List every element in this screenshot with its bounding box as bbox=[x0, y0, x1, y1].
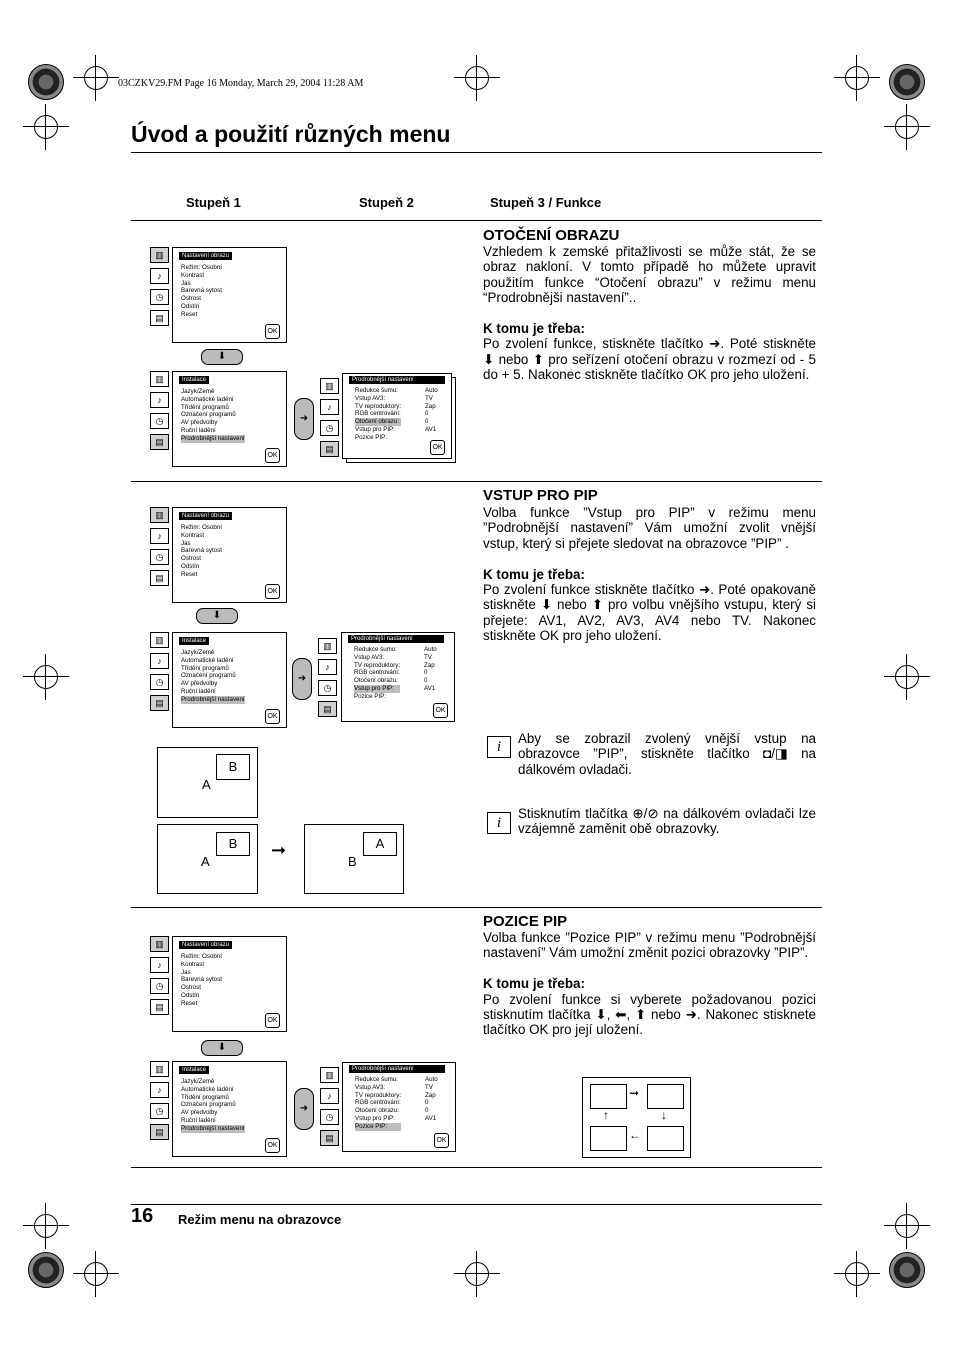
setup-icon: ▤ bbox=[150, 570, 169, 586]
page-title: Úvod a použití různých menu bbox=[131, 121, 451, 147]
menu-lines: Redukce šumu: Vstup AV3: TV reproduktory: RGB centrování: Otočení obrazu: Vstup pro PIP: Pozice PIP: bbox=[354, 646, 401, 700]
sound-icon: ♪ bbox=[320, 399, 339, 415]
picture-menu bbox=[172, 936, 287, 1032]
down-arrow-icon: ⬇ bbox=[196, 608, 238, 624]
menu-values: Auto TV Zap 0 0 AV1 bbox=[425, 1076, 438, 1122]
registration-mark bbox=[895, 115, 919, 139]
pip-label: A bbox=[363, 832, 397, 856]
setup-icon: ▤ bbox=[320, 1130, 339, 1146]
column-header-1: Stupeň 1 bbox=[186, 195, 241, 210]
menu-icons bbox=[150, 936, 169, 1020]
install-menu bbox=[172, 1061, 287, 1157]
menu-header: Prodrobnější nastavení bbox=[349, 376, 445, 384]
menu-header: Instalace bbox=[179, 637, 209, 645]
menu-lines: Režim: Osobní Kontrast Jas Barevná sytost Ostrost Odstín Reset bbox=[181, 953, 222, 1007]
menu-lines: Jazyk/Země Automatické ladění Třídění programů Označení programů AV předvolby Ruční ladění Prodrobnější nastavení bbox=[181, 388, 245, 442]
sound-icon: ♪ bbox=[150, 528, 169, 544]
divider bbox=[131, 220, 822, 221]
right-arrow-icon: ➜ bbox=[292, 658, 312, 700]
pip-position-diagram bbox=[582, 1077, 691, 1158]
menu-icons bbox=[150, 371, 169, 455]
advanced-menu bbox=[342, 1062, 456, 1152]
section-title-pip-input: VSTUP PRO PIP bbox=[483, 487, 598, 504]
menu-values: Auto TV Zap 0 0 AV1 bbox=[424, 646, 437, 692]
menu-header: Instalace bbox=[179, 1066, 209, 1074]
position-top-right bbox=[647, 1084, 684, 1109]
ok-icon: OK bbox=[430, 440, 445, 455]
position-top-left bbox=[590, 1084, 627, 1109]
title-rule bbox=[131, 152, 822, 153]
up-arrow-icon: ↑ bbox=[603, 1108, 609, 1122]
ok-icon: OK bbox=[265, 1013, 280, 1028]
file-info: 03CZKV29.FM Page 16 Monday, March 29, 2004 11:28 AM bbox=[118, 78, 364, 89]
menu-icons bbox=[150, 632, 169, 716]
divider bbox=[131, 481, 822, 482]
picture-icon: ▥ bbox=[150, 507, 169, 523]
section-text-rotation: Vzhledem k zemské přitažlivosti se může stát, že se obraz nakloní. V tomto případě ho můžete upravit použitím funkce “Otočení obrazu” v režimu menu “Prodrobnějši nastavení”.. K tomu je třeba: Po zvolení funkce, stiskněte tlačítko ➜. Poté stiskněte ⬇ nebo ⬆ pro seřízení otočení obrazu v rozmezí od - 5 do + 5. Nakonec stiskněte tlačítko OK pro jeho uložení. bbox=[483, 244, 816, 383]
picture-icon: ▥ bbox=[150, 371, 169, 387]
setup-icon: ▤ bbox=[150, 695, 169, 711]
advanced-menu bbox=[342, 373, 452, 459]
registration-mark bbox=[34, 665, 58, 689]
section-title-rotation: OTOČENÍ OBRAZU bbox=[483, 227, 620, 244]
color-target bbox=[889, 1252, 925, 1288]
picture-icon: ▥ bbox=[150, 1061, 169, 1077]
setup-icon: ▤ bbox=[318, 701, 337, 717]
menu-lines: Jazyk/Země Automatické ladění Třídění programů Označení programů AV předvolby Ruční ladění Prodrobnější nastavení bbox=[181, 1078, 245, 1132]
timer-icon: ◷ bbox=[150, 413, 169, 429]
picture-icon: ▥ bbox=[150, 632, 169, 648]
divider bbox=[131, 1167, 822, 1168]
timer-icon: ◷ bbox=[150, 978, 169, 994]
menu-icons bbox=[320, 378, 339, 462]
right-arrow-icon: ➞ bbox=[271, 840, 287, 860]
column-header-3: Stupeň 3 / Funkce bbox=[490, 195, 602, 210]
ok-icon: OK bbox=[265, 324, 280, 339]
pip-screen bbox=[157, 747, 258, 818]
picture-menu bbox=[172, 507, 287, 603]
sound-icon: ♪ bbox=[318, 659, 337, 675]
ok-icon: OK bbox=[433, 703, 448, 718]
right-arrow-icon: ➜ bbox=[294, 398, 314, 440]
menu-header: Prodrobnější nastavení bbox=[348, 635, 444, 643]
color-target bbox=[889, 64, 925, 100]
section-text-pip-position: Volba funkce ”Pozice PIP” v režimu menu ”Podrobnější nastavení” Vám umožní změnit pozici obrazovky ”PIP”. K tomu je třeba: Po zvolení funkce si vyberete požadovanou pozici stisknutím tlačítka ⬇, ⬅, ⬆ nebo ➜. Nakonec stisknete tlačítko OK pro její uložení. bbox=[483, 930, 816, 1038]
footer-title: Režim menu na obrazovce bbox=[178, 1212, 342, 1227]
pip-label: B bbox=[216, 754, 250, 780]
info-note-2: Stisknutím tlačítka ⊕/⊘ na dálkovém ovladači lze vzájemně zaměnit obě obrazovky. bbox=[518, 806, 816, 837]
sound-icon: ♪ bbox=[150, 268, 169, 284]
section-title-pip-position: POZICE PIP bbox=[483, 913, 568, 930]
registration-mark bbox=[34, 1214, 58, 1238]
down-arrow-icon: ⬇ bbox=[201, 349, 243, 365]
sound-icon: ♪ bbox=[150, 957, 169, 973]
column-header-2: Stupeň 2 bbox=[359, 195, 414, 210]
setup-icon: ▤ bbox=[150, 999, 169, 1015]
install-menu bbox=[172, 371, 287, 467]
position-bottom-left bbox=[590, 1126, 627, 1151]
menu-header: Instalace bbox=[179, 376, 209, 384]
timer-icon: ◷ bbox=[150, 674, 169, 690]
timer-icon: ◷ bbox=[150, 289, 169, 305]
ok-icon: OK bbox=[265, 1138, 280, 1153]
info-icon: i bbox=[487, 736, 511, 758]
advanced-menu bbox=[341, 632, 455, 722]
menu-values: Auto TV Zap 0 0 AV1 bbox=[425, 387, 438, 433]
setup-icon: ▤ bbox=[150, 310, 169, 326]
info-note-1: Aby se zobrazil zvolený vnější vstup na obrazovce ”PIP”, stiskněte tlačítko ◘/◨ na dálkovém ovladači. bbox=[518, 731, 816, 777]
down-arrow-icon: ⬇ bbox=[201, 1040, 243, 1056]
section-text-pip-input: Volba funkce ”Vstup pro PIP” v režimu menu ”Podrobnější nastavení” Vám umožní zvolit vnější vstup, který si přejete sledovat na obrazovce ”PIP” . K tomu je třeba: Po zvolení funkce stiskněte tlačítko ➜. Poté opakovaně stiskněte ⬇ nebo ⬆ pro volbu vnějšího vstupu, který si přejete: AV1, AV2, AV3, AV4 nebo TV. Nakonec stiskněte OK pro jeho uložení. bbox=[483, 505, 816, 644]
position-bottom-right bbox=[647, 1126, 684, 1151]
color-target bbox=[28, 64, 64, 100]
ok-icon: OK bbox=[265, 709, 280, 724]
picture-menu bbox=[172, 247, 287, 343]
picture-icon: ▥ bbox=[318, 638, 337, 654]
down-arrow-icon: ↓ bbox=[661, 1108, 667, 1122]
menu-icons bbox=[150, 1061, 169, 1145]
registration-mark bbox=[465, 66, 489, 90]
registration-mark bbox=[895, 1214, 919, 1238]
page-number: 16 bbox=[131, 1205, 154, 1227]
menu-icons bbox=[320, 1067, 339, 1151]
footer-rule bbox=[131, 1204, 822, 1205]
registration-mark bbox=[845, 1262, 869, 1286]
install-menu bbox=[172, 632, 287, 728]
sound-icon: ♪ bbox=[320, 1088, 339, 1104]
ok-icon: OK bbox=[434, 1133, 449, 1148]
picture-icon: ▥ bbox=[320, 378, 339, 394]
menu-icons bbox=[150, 247, 169, 331]
menu-header: Nastavení obrazu bbox=[179, 941, 232, 949]
menu-lines: Redukce šumu: Vstup AV3: TV reproduktory: RGB centrování: Otočení obrazu: Vstup pro PIP: Pozice PIP: bbox=[355, 387, 402, 441]
setup-icon: ▤ bbox=[320, 441, 339, 457]
menu-lines: Redukce šumu: Vstup AV3: TV reproduktory: RGB centrování: Otočení obrazu: Vstup pro PIP: Pozice PIP: bbox=[355, 1076, 402, 1130]
sound-icon: ♪ bbox=[150, 653, 169, 669]
menu-icons bbox=[318, 638, 337, 722]
sound-icon: ♪ bbox=[150, 392, 169, 408]
main-label: A bbox=[201, 854, 210, 869]
registration-mark bbox=[845, 66, 869, 90]
right-arrow-icon: ➞ bbox=[629, 1086, 640, 1100]
picture-icon: ▥ bbox=[150, 247, 169, 263]
timer-icon: ◷ bbox=[320, 1109, 339, 1125]
menu-header: Nastavení obrazu bbox=[179, 252, 232, 260]
divider bbox=[131, 907, 822, 908]
right-arrow-icon: ➜ bbox=[294, 1088, 314, 1130]
color-target bbox=[28, 1252, 64, 1288]
registration-mark bbox=[34, 115, 58, 139]
pip-label: B bbox=[216, 832, 250, 856]
registration-mark bbox=[465, 1262, 489, 1286]
registration-mark bbox=[84, 66, 108, 90]
timer-icon: ◷ bbox=[318, 680, 337, 696]
registration-mark bbox=[895, 665, 919, 689]
menu-header: Prodrobnější nastavení bbox=[349, 1065, 445, 1073]
registration-mark bbox=[84, 1262, 108, 1286]
menu-lines: Režim: Osobní Kontrast Jas Barevná sytost Ostrost Odstín Reset bbox=[181, 264, 222, 318]
setup-icon: ▤ bbox=[150, 1124, 169, 1140]
pip-screen-swapped bbox=[304, 824, 404, 894]
left-arrow-icon: ← bbox=[629, 1128, 641, 1142]
ok-icon: OK bbox=[265, 448, 280, 463]
timer-icon: ◷ bbox=[320, 420, 339, 436]
menu-header: Nastavení obrazu bbox=[179, 512, 232, 520]
main-label: A bbox=[202, 777, 211, 792]
menu-icons bbox=[150, 507, 169, 591]
menu-lines: Režim: Osobní Kontrast Jas Barevná sytost Ostrost Odstín Reset bbox=[181, 524, 222, 578]
menu-lines: Jazyk/Země Automatické ladění Třídění programů Označení programů AV předvolby Ruční ladění Prodrobnější nastavení bbox=[181, 649, 245, 703]
sound-icon: ♪ bbox=[150, 1082, 169, 1098]
picture-icon: ▥ bbox=[320, 1067, 339, 1083]
setup-icon: ▤ bbox=[150, 434, 169, 450]
timer-icon: ◷ bbox=[150, 1103, 169, 1119]
info-icon: i bbox=[487, 812, 511, 834]
main-label: B bbox=[348, 854, 357, 869]
picture-icon: ▥ bbox=[150, 936, 169, 952]
pip-screen bbox=[157, 824, 258, 894]
timer-icon: ◷ bbox=[150, 549, 169, 565]
ok-icon: OK bbox=[265, 584, 280, 599]
